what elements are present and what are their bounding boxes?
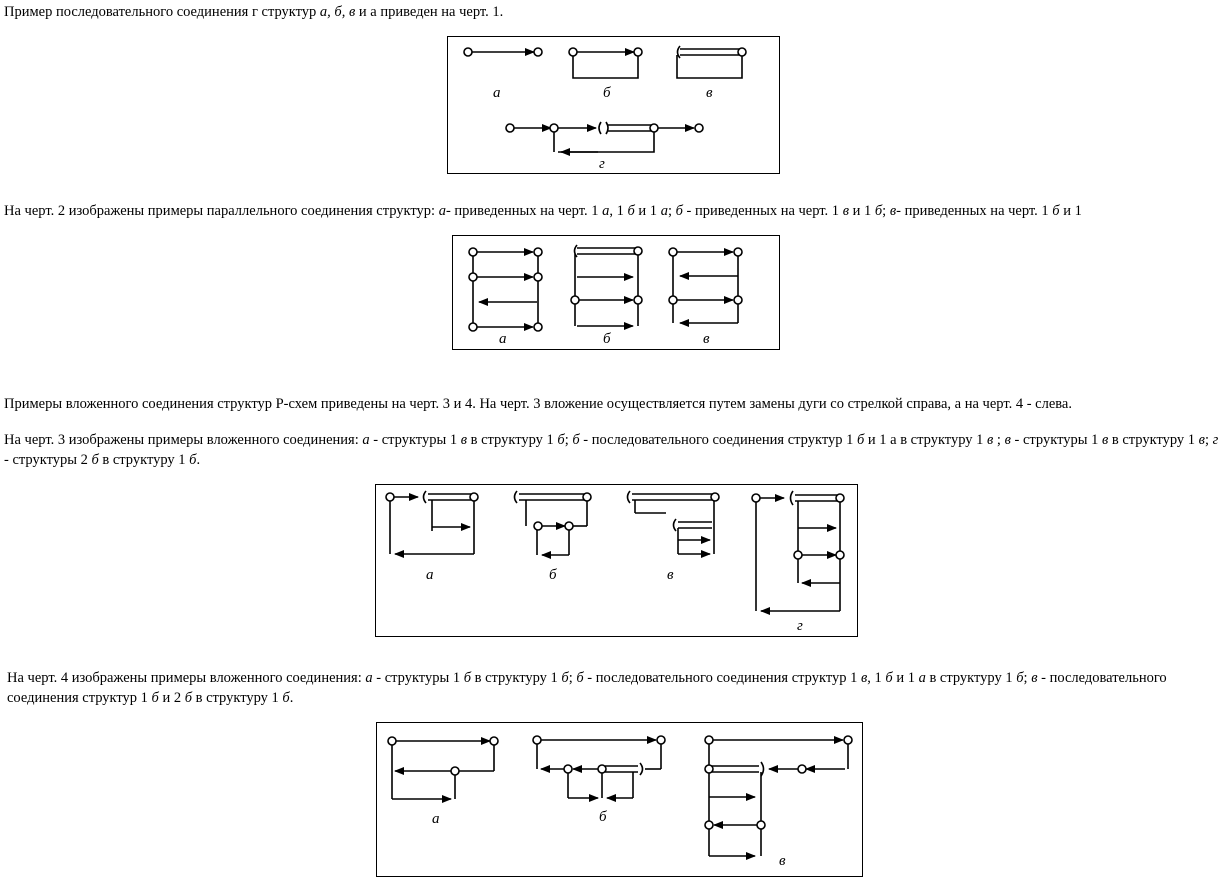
figure-3-label-a: а [426, 567, 434, 583]
figure-1-label-v: в [706, 85, 713, 101]
text: Пример последовательного соединения г структур [4, 4, 320, 20]
figure-3 [375, 484, 858, 637]
figure-3-label-v: в [667, 567, 674, 583]
figure-1-diagram [448, 37, 779, 173]
figure-2 [452, 235, 780, 350]
figure-4-label-b: б [599, 809, 607, 825]
figure-4-label-v: в [779, 853, 786, 869]
paragraph-4: На черт. 3 изображены примеры вложенного соединения: а - структуры 1 в в структуру 1 б; б - последовательного соединения структур 1 б и 1 а в структуру 1 в ; в - структуры 1 в в структуру 1 в; г - структуры 2 б в структуру 1 б. [4, 432, 1219, 468]
figure-3-diagram [376, 485, 857, 636]
figure-4-label-a: а [432, 811, 440, 827]
figure-1-label-g: г [599, 156, 605, 172]
figure-4-diagram [377, 723, 862, 876]
figure-2-label-a: а [499, 331, 507, 347]
text: и а приведен на черт. 1. [355, 4, 504, 20]
figure-4 [376, 722, 863, 877]
text-italic: а, б, в [319, 4, 356, 20]
figure-2-label-b: б [603, 331, 611, 347]
figure-1-label-a: а [493, 85, 501, 101]
figure-1-label-b: б [603, 85, 611, 101]
figure-3-label-b: б [549, 567, 557, 583]
paragraph-5: На черт. 4 изображены примеры вложенного соединения: а - структуры 1 б в структуру 1 б; б - последовательного соединения структур 1 в, 1 б и 1 а в структуру 1 б; в - последовательного соединения структур 1 б и 2 б в структуру 1 б. [7, 670, 1167, 706]
paragraph-1 [4, 2, 1225, 22]
figure-2-label-v: в [703, 331, 710, 347]
figure-3-label-g: г [797, 618, 803, 634]
figure-1 [447, 36, 780, 174]
paragraph-3: Примеры вложенного соединения структур Р-схем приведены на черт. 3 и 4. На черт. 3 вложение осуществляется путем замены дуги со стрелкой справа, а на черт. 4 - слева. [4, 396, 1072, 412]
paragraph-2: На черт. 2 изображены примеры параллельного соединения структур: а- приведенных на черт. 1 а, 1 б и 1 а; б - приведенных на черт. 1 в и 1 б; в- приведенных на черт. 1 б и 1 [4, 203, 1082, 219]
